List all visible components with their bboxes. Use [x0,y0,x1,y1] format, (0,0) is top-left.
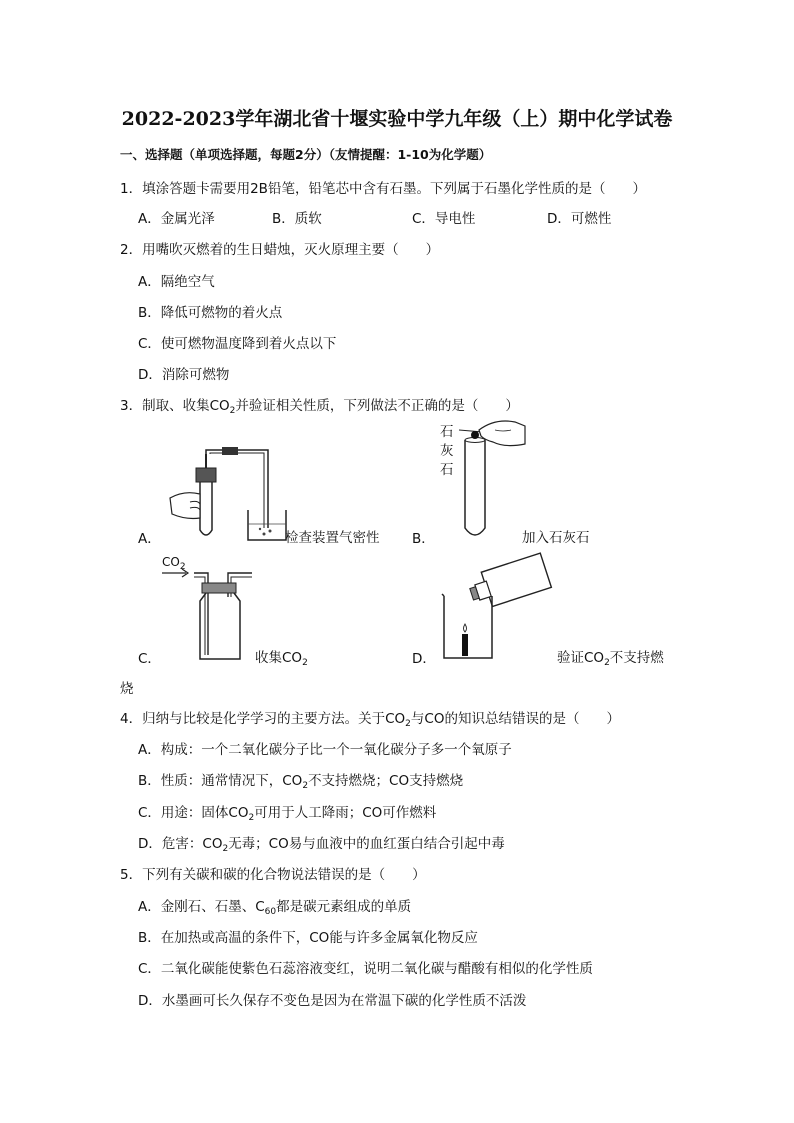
question-4-option-d-post: 无毒；CO易与血液中的血红蛋白结合引起中毒 [228,836,505,852]
figure-d-caption [557,646,664,668]
question-2-option-b[interactable]: B．降低可燃物的着火点 [138,305,283,321]
question-4-option-c-post: 可用于人工降雨；CO可作燃料 [254,805,437,821]
figure-c-caption-text: 收集CO [255,650,303,666]
question-4-stem [120,707,620,729]
question-4-option-c-pre: C．用途：固体CO [138,805,249,821]
figure-b-caption: 加入石灰石 [522,530,590,546]
subscript: 2 [302,658,308,668]
subscript: 60 [264,907,277,917]
question-4-option-d[interactable] [138,832,505,854]
question-4-option-c[interactable] [138,801,436,823]
subscript: 2 [405,719,411,729]
question-4-option-b-pre: B．性质：通常情况下，CO [138,773,303,789]
question-2-option-a[interactable]: A．隔绝空气 [138,274,215,290]
question-1-option-a[interactable]: A．金属光泽 [138,211,215,227]
question-5-option-c[interactable]: C．二氧化碳能使紫色石蕊溶液变红，说明二氧化碳与醋酸有相似的化学性质 [138,961,593,977]
figure-b-side-label-2: 灰 [440,443,454,459]
figure-c-gas-bottle-apparatus [160,567,255,662]
question-2-option-c[interactable]: C．使可燃物温度降到着火点以下 [138,336,337,352]
figure-b-letter[interactable]: B． [412,531,435,547]
question-1-option-b[interactable]: B．质软 [272,211,322,227]
figure-b-side-label-3: 石 [440,462,454,478]
question-1-stem: 1．填涂答题卡需要用2B铅笔，铅笔芯中含有石墨。下列属于石墨化学性质的是（ ） [120,181,646,197]
question-5-option-a-post: 都是碳元素组成的单质 [276,899,412,915]
figure-d-caption-wrap: 烧 [120,681,134,697]
subscript: 2 [604,658,610,668]
subscript: 2 [302,781,309,791]
question-4-option-d-pre: D．危害：CO [138,836,223,852]
question-4-option-b[interactable] [138,769,463,791]
subscript: 2 [248,813,255,823]
question-5-stem: 5．下列有关碳和碳的化合物说法错误的是（ ） [120,867,426,883]
figure-c-gas-label-text: CO [162,555,180,569]
figure-c-caption [255,646,308,668]
question-1-option-d[interactable]: D．可燃性 [547,211,612,227]
figure-a-letter[interactable]: A． [138,531,161,547]
question-4-stem-pre: 4．归纳与比较是化学学习的主要方法。关于CO [120,711,406,727]
subscript: 2 [222,844,229,854]
question-3-stem [120,394,519,416]
figure-d-caption-pre: 验证CO [557,650,605,666]
question-5-option-b[interactable]: B．在加热或高温的条件下，CO能与许多金属氧化物反应 [138,930,478,946]
question-4-option-a[interactable]: A．构成：一个二氧化碳分子比一个一氧化碳分子多一个氧原子 [138,742,512,758]
question-5-option-a-pre: A．金刚石、石墨、C [138,899,265,915]
question-2-stem: 2．用嘴吹灭燃着的生日蜡烛，灭火原理主要（ ） [120,242,440,258]
subscript: 2 [179,562,186,572]
figure-b-side-label-1: 石 [440,424,454,440]
figure-d-beaker-candle-apparatus [436,552,556,662]
question-3-stem-post: 并验证相关性质，下列做法不正确的是（ ） [235,398,519,414]
figure-c-letter[interactable]: C． [138,651,161,667]
question-5-option-d[interactable]: D．水墨画可长久保存不变色是因为在常温下碳的化学性质不活泼 [138,993,527,1009]
figure-d-letter[interactable]: D． [412,651,436,667]
question-3-stem-pre: 3．制取、收集CO [120,398,230,414]
figure-a-caption: 检查装置气密性 [285,530,380,546]
figure-a-airtightness-apparatus [160,440,290,545]
page-title: 2022-2023学年湖北省十堰实验中学九年级（上）期中化学试卷 [121,108,673,130]
question-4-option-b-post: 不支持燃烧；CO支持燃烧 [308,773,464,789]
question-5-option-a[interactable] [138,895,411,917]
section-heading: 一、选择题（单项选择题，每题2分）（友情提醒：1-10为化学题） [120,147,492,162]
figure-d-caption-post: 不支持燃 [609,650,664,666]
figure-b-test-tube-with-hand [455,418,530,543]
subscript: 2 [229,406,236,416]
question-1-option-c[interactable]: C．导电性 [412,211,476,227]
question-4-stem-post: 与CO的知识总结错误的是（ ） [410,711,620,727]
question-2-option-d[interactable]: D．消除可燃物 [138,367,230,383]
